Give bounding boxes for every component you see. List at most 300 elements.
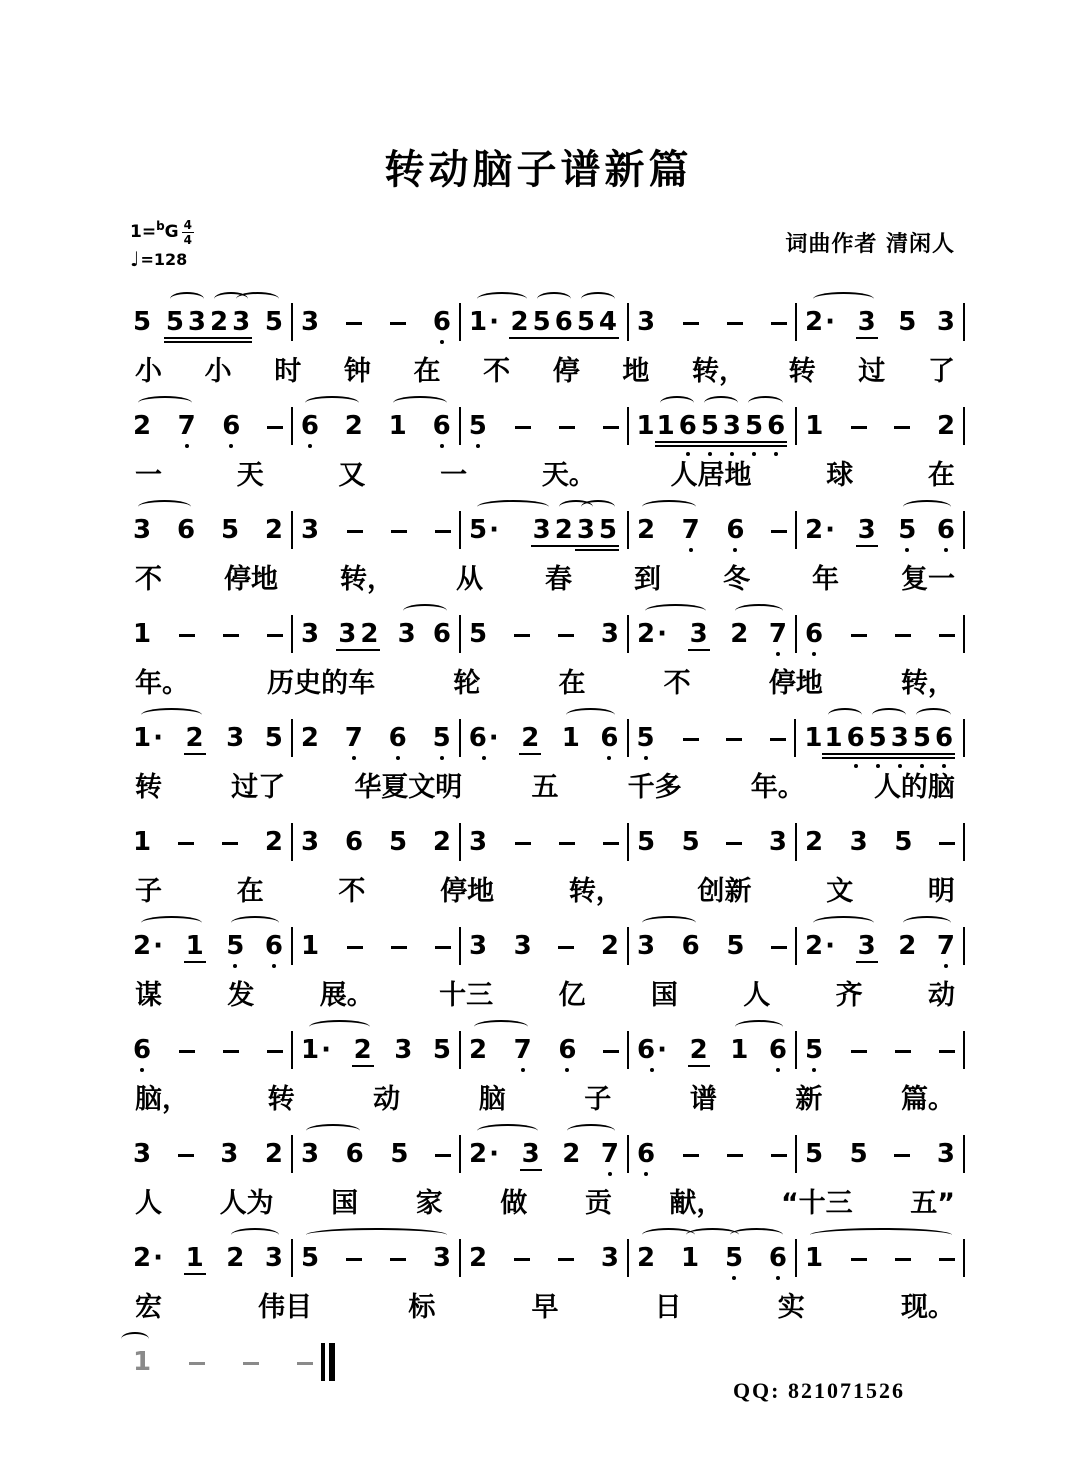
dash <box>851 1034 867 1066</box>
note-digit: 6 <box>768 1035 787 1065</box>
measure <box>125 603 291 650</box>
dash-bar <box>346 322 362 325</box>
note-digit: 7 <box>513 1035 532 1065</box>
lyric-syllable: 转， <box>900 668 955 699</box>
note-digit: 3 <box>722 411 741 441</box>
note-5 <box>575 306 597 338</box>
beam-underline <box>721 445 743 447</box>
note-3 <box>856 930 878 962</box>
measure <box>293 291 459 338</box>
note-digit: 1 <box>804 723 823 753</box>
note-2 <box>208 306 230 338</box>
note-3 <box>889 722 911 754</box>
lyric-syllable: 谋 <box>135 980 162 1011</box>
note-digit: 5 <box>576 307 595 337</box>
measure <box>125 1227 291 1274</box>
dash-bar <box>683 1154 699 1157</box>
note-3 <box>301 306 319 338</box>
low-octave-dot <box>140 1068 144 1072</box>
beam-underline <box>845 757 867 759</box>
note-digit: 6 <box>264 931 283 961</box>
note-digit: 3 <box>397 619 416 649</box>
lyric-syllable: 做 <box>500 1188 528 1219</box>
lyric-syllable: 宏 <box>135 1292 162 1323</box>
beam-underline <box>184 753 206 755</box>
barline <box>963 1031 965 1069</box>
slur-arc <box>748 396 783 410</box>
note-5 <box>221 514 239 546</box>
notes-row <box>125 707 965 767</box>
note-digit: 5 <box>898 307 917 337</box>
note-6 <box>933 722 955 754</box>
note-digit: 2 <box>353 1035 372 1065</box>
lyric-syllable: 国 <box>331 1188 359 1219</box>
note-3 <box>133 514 151 546</box>
lyric-syllable: 地 <box>622 356 650 387</box>
note-digit: 6 <box>388 723 407 753</box>
dash <box>435 514 451 546</box>
final-bar-thin <box>321 1343 325 1381</box>
dash-bar <box>390 1258 406 1261</box>
beamed-group <box>655 410 788 442</box>
lyric-syllable: 早 <box>531 1292 559 1323</box>
low-octave-dot <box>565 1068 569 1072</box>
beam-underline <box>186 337 208 339</box>
note-digit: 2 <box>521 723 540 753</box>
note-digit: 6 <box>222 411 241 441</box>
final-barline <box>321 1343 335 1381</box>
dash <box>267 618 283 650</box>
lyric-syllable: 动 <box>928 980 955 1011</box>
note-digit: 3 <box>469 827 488 857</box>
note-digit: 5 <box>388 827 408 857</box>
low-octave-dot <box>774 452 778 456</box>
dash <box>347 930 363 962</box>
lyric-syllable: 标 <box>408 1292 436 1323</box>
note-digit: 5 <box>726 931 745 961</box>
dash-bar <box>222 842 238 845</box>
lyric-syllable: 国 <box>650 980 678 1011</box>
slur-arc <box>477 292 527 306</box>
note-digit: 3 <box>521 1139 540 1169</box>
dash <box>683 722 699 754</box>
dash <box>223 618 239 650</box>
dash-bar <box>726 842 742 845</box>
dash <box>851 410 867 442</box>
lyrics-row <box>125 663 965 707</box>
slur-arc <box>642 916 697 930</box>
note-3 <box>220 1138 238 1170</box>
lyric-syllable: 转， <box>568 876 623 907</box>
dash <box>267 1034 283 1066</box>
augmentation-dot: · <box>489 307 499 337</box>
lyrics-row <box>125 871 965 915</box>
beamed-group <box>184 722 206 754</box>
low-octave-dot <box>776 1068 780 1072</box>
note-digit: 5 <box>220 515 240 545</box>
beam-underline <box>575 549 597 551</box>
note-7 <box>514 1034 532 1066</box>
note-digit: 2 <box>805 827 824 857</box>
beam-underline <box>358 649 380 651</box>
lyric-syllable: 五” <box>910 1188 955 1219</box>
note-digit: 1 <box>133 827 152 857</box>
dash-bar <box>939 1258 955 1261</box>
dash <box>514 618 530 650</box>
augmentation-dot: · <box>825 931 835 961</box>
note-5 <box>699 410 721 442</box>
lyric-syllable: 历史的车 <box>267 668 376 699</box>
note-2 <box>352 1034 374 1066</box>
barline <box>963 303 965 341</box>
low-octave-dot <box>733 548 737 552</box>
note-digit: 1 <box>824 723 843 753</box>
measure <box>629 291 795 338</box>
low-octave-dot <box>812 652 816 656</box>
measure <box>293 499 459 546</box>
lyric-syllable: 小 <box>204 356 232 387</box>
score-line <box>125 291 965 395</box>
note-digit: 2 <box>898 931 917 961</box>
note-1 <box>804 722 822 754</box>
note-3 <box>469 826 487 858</box>
dash <box>222 826 238 858</box>
note-5 <box>637 826 655 858</box>
note-3 <box>637 306 655 338</box>
note-6 <box>553 306 575 338</box>
note-digit: 5 <box>432 1035 451 1065</box>
beam-underline <box>208 341 230 343</box>
dash-bar <box>514 1258 530 1261</box>
low-octave-dot <box>650 1068 654 1072</box>
low-octave-dot <box>644 1172 648 1176</box>
lyric-syllable: 子 <box>584 1084 612 1115</box>
lyric-syllable: 转 <box>267 1084 295 1115</box>
lyric-syllable: 球 <box>826 460 854 491</box>
note-6 <box>177 514 195 546</box>
note-3 <box>265 1242 283 1274</box>
note-3 <box>301 514 319 546</box>
measure <box>797 1019 963 1066</box>
low-octave-dot <box>942 764 946 768</box>
dash <box>435 930 451 962</box>
beam-underline <box>867 757 889 759</box>
key-letter: G <box>164 222 179 242</box>
dash <box>297 1346 313 1378</box>
beam-underline <box>677 441 699 443</box>
slur-arc <box>474 1020 529 1034</box>
augmentation-dot: · <box>153 1243 163 1273</box>
dash <box>894 1138 910 1170</box>
lyric-syllable: 停地 <box>440 876 495 907</box>
dash-bar <box>267 634 283 637</box>
beam-underline <box>575 545 597 547</box>
note-digit: 2 <box>730 619 749 649</box>
beamed-group <box>822 722 955 754</box>
augmentation-dot: · <box>153 931 163 961</box>
dash <box>895 1034 911 1066</box>
lyric-syllable: “十三 <box>780 1188 853 1219</box>
notes-row <box>125 291 965 351</box>
time-numerator: 4 <box>183 217 192 232</box>
dash <box>243 1346 259 1378</box>
note-5 <box>682 826 700 858</box>
note-digit: 6 <box>344 827 364 857</box>
slur-arc <box>138 500 192 514</box>
slur-arc <box>141 916 202 930</box>
lyric-syllable: 过 <box>858 356 886 387</box>
note-1 <box>301 930 319 962</box>
dash <box>895 618 911 650</box>
measure <box>293 811 459 858</box>
note-digit: 5 <box>264 723 283 753</box>
low-octave-dot <box>905 548 909 552</box>
measure <box>629 1019 795 1066</box>
note-digit: 6 <box>432 411 451 441</box>
note-6 <box>937 514 955 546</box>
barline <box>963 511 965 549</box>
dash <box>603 1034 619 1066</box>
note-6 <box>600 722 618 754</box>
lyric-syllable: 贡 <box>584 1188 612 1219</box>
note-digit: 2 <box>469 1139 488 1169</box>
slur-arc <box>567 1124 616 1138</box>
low-octave-dot <box>708 452 712 456</box>
lyric-syllable: 展。 <box>319 980 374 1011</box>
note-digit: 6 <box>637 1139 656 1169</box>
note-digit: 3 <box>890 723 909 753</box>
dash <box>771 930 787 962</box>
beam-underline <box>688 649 710 651</box>
note-digit: 2 <box>510 307 529 337</box>
note-digit: 1 <box>185 1243 204 1273</box>
quarter-note-icon: ♩ <box>130 247 140 271</box>
measure <box>461 499 627 546</box>
key-tempo-block <box>130 217 194 271</box>
note-digit: 3 <box>432 1243 451 1273</box>
meta-row <box>122 217 955 277</box>
augmentation-dot: · <box>489 1139 499 1169</box>
note-7 <box>769 618 787 650</box>
note-3 <box>769 826 787 858</box>
note-6 <box>433 618 451 650</box>
measure <box>461 291 627 338</box>
dash <box>559 410 575 442</box>
dash <box>894 410 910 442</box>
low-octave-dot <box>607 756 611 760</box>
beam-underline <box>352 1065 374 1067</box>
note-digit: 6 <box>300 411 319 441</box>
measure <box>125 811 291 858</box>
note-digit: 1 <box>301 1035 320 1065</box>
note-digit: 5 <box>390 1139 409 1169</box>
beam-underline <box>743 445 765 447</box>
dash <box>727 1138 743 1170</box>
lyric-syllable: 一 <box>135 460 162 491</box>
note-7 <box>178 410 196 442</box>
note-digit: 7 <box>936 931 955 961</box>
note-digit: 3 <box>469 931 488 961</box>
dash-bar <box>851 634 867 637</box>
note-digit: 2 <box>637 515 656 545</box>
dash-bar <box>435 1154 451 1157</box>
dash <box>347 514 363 546</box>
note-digit: 6 <box>468 723 487 753</box>
note-digit: 6 <box>681 931 700 961</box>
dash <box>851 1242 867 1274</box>
lyric-syllable: 转 <box>788 356 816 387</box>
lyric-syllable: 十三 <box>439 980 494 1011</box>
dash <box>346 306 362 338</box>
note-1 <box>133 826 151 858</box>
note-digit: 3 <box>133 1139 152 1169</box>
note-6 <box>389 722 407 754</box>
beamed-group <box>688 1034 710 1066</box>
note-7 <box>937 930 955 962</box>
note-1 <box>822 722 844 754</box>
note-digit: 3 <box>301 619 320 649</box>
lyric-syllable: 脑， <box>135 1084 189 1115</box>
dash-bar <box>894 426 910 429</box>
dash <box>726 826 742 858</box>
lyric-syllable: 文 <box>826 876 854 907</box>
slur-arc <box>581 500 615 514</box>
note-digit: 2 <box>185 723 204 753</box>
note-digit: 6 <box>554 307 573 337</box>
note-digit: 5 <box>898 515 917 545</box>
lyrics-row <box>125 559 965 603</box>
beam-underline <box>655 445 677 447</box>
beamed-group <box>352 1034 374 1066</box>
note-digit: 6 <box>768 1243 787 1273</box>
lyric-syllable: 春 <box>545 564 572 595</box>
measure <box>461 395 627 442</box>
note-digit: 5 <box>469 619 488 649</box>
dash-bar <box>515 426 531 429</box>
beam-underline <box>933 757 955 759</box>
beamed-group <box>336 618 380 650</box>
note-digit: 6 <box>558 1035 577 1065</box>
low-octave-dot <box>482 756 486 760</box>
note-5 <box>469 618 487 650</box>
note-5 <box>743 410 765 442</box>
note-digit: 5 <box>468 411 487 441</box>
note-2 <box>519 722 541 754</box>
note-digit: 2 <box>133 931 152 961</box>
note-6 <box>769 1034 787 1066</box>
note-digit: 5 <box>805 1035 824 1065</box>
note-digit: 5 <box>469 515 488 545</box>
slur-arc <box>306 1124 361 1138</box>
score-line <box>125 603 965 707</box>
augmentation-dot: · <box>153 723 163 753</box>
credit: 词曲作者 清闲人 <box>785 232 955 257</box>
measure <box>125 291 291 338</box>
note-digit: 1 <box>561 723 580 753</box>
low-octave-dot <box>440 444 444 448</box>
time-signature <box>182 219 194 246</box>
note-1 <box>562 722 580 754</box>
note-6 <box>637 1138 655 1170</box>
note-digit: 6 <box>936 515 955 545</box>
note-digit: 1 <box>805 411 824 441</box>
note-digit: 1 <box>805 1243 824 1273</box>
dash <box>726 722 742 754</box>
dash-bar <box>390 322 406 325</box>
note-6 <box>345 826 363 858</box>
measure <box>125 915 291 962</box>
lyric-syllable: 华夏文明 <box>354 772 463 803</box>
note-digit: 4 <box>598 307 617 337</box>
note-1 <box>133 1346 151 1378</box>
note-1 <box>184 1242 206 1274</box>
lyric-syllable: 在 <box>558 668 586 699</box>
notes-row <box>125 1227 965 1287</box>
beam-underline <box>230 341 252 343</box>
note-digit: 2 <box>936 411 956 441</box>
tempo-marking <box>130 247 194 271</box>
note-2 <box>637 1242 655 1274</box>
lyric-syllable: 转， <box>692 356 746 387</box>
note-digit: 3 <box>936 1139 955 1169</box>
measure <box>461 1019 627 1066</box>
low-octave-dot <box>521 1068 525 1072</box>
slur-arc <box>566 708 615 722</box>
dash-bar <box>727 1154 743 1157</box>
note-3 <box>186 306 208 338</box>
beam-underline <box>765 445 787 447</box>
lyric-syllable: 一 <box>440 460 468 491</box>
dash <box>390 1242 406 1274</box>
note-digit: 2 <box>133 1243 152 1273</box>
dash <box>559 826 575 858</box>
beam-underline <box>911 757 933 759</box>
dash <box>391 930 407 962</box>
low-octave-dot <box>944 548 948 552</box>
note-5 <box>911 722 933 754</box>
slur-arc <box>236 292 280 306</box>
slur-arc <box>660 396 694 410</box>
beam-underline <box>655 441 677 443</box>
note-digit: 5 <box>432 723 451 753</box>
low-octave-dot <box>644 756 648 760</box>
note-digit: 2 <box>226 1243 245 1273</box>
note-3 <box>301 826 319 858</box>
low-octave-dot <box>776 1276 780 1280</box>
notes-row <box>125 1019 965 1079</box>
measure <box>293 1227 459 1274</box>
beamed-group <box>531 514 619 546</box>
measure <box>629 395 796 442</box>
dash <box>346 1242 362 1274</box>
dash <box>515 410 531 442</box>
lyric-syllable: 在 <box>236 876 264 907</box>
note-3 <box>850 826 868 858</box>
lyric-syllable: 五 <box>531 772 559 803</box>
low-octave-dot <box>920 764 924 768</box>
lyrics-row <box>125 975 965 1019</box>
beam-underline <box>889 753 911 755</box>
beam-underline <box>845 753 867 755</box>
beam-underline <box>553 337 575 339</box>
note-digit: 6 <box>637 1035 656 1065</box>
dash <box>895 1242 911 1274</box>
dash <box>771 514 787 546</box>
slur-arc <box>306 1228 448 1242</box>
note-3 <box>856 514 878 546</box>
note-digit: 5 <box>226 931 245 961</box>
note-2 <box>562 1138 580 1170</box>
